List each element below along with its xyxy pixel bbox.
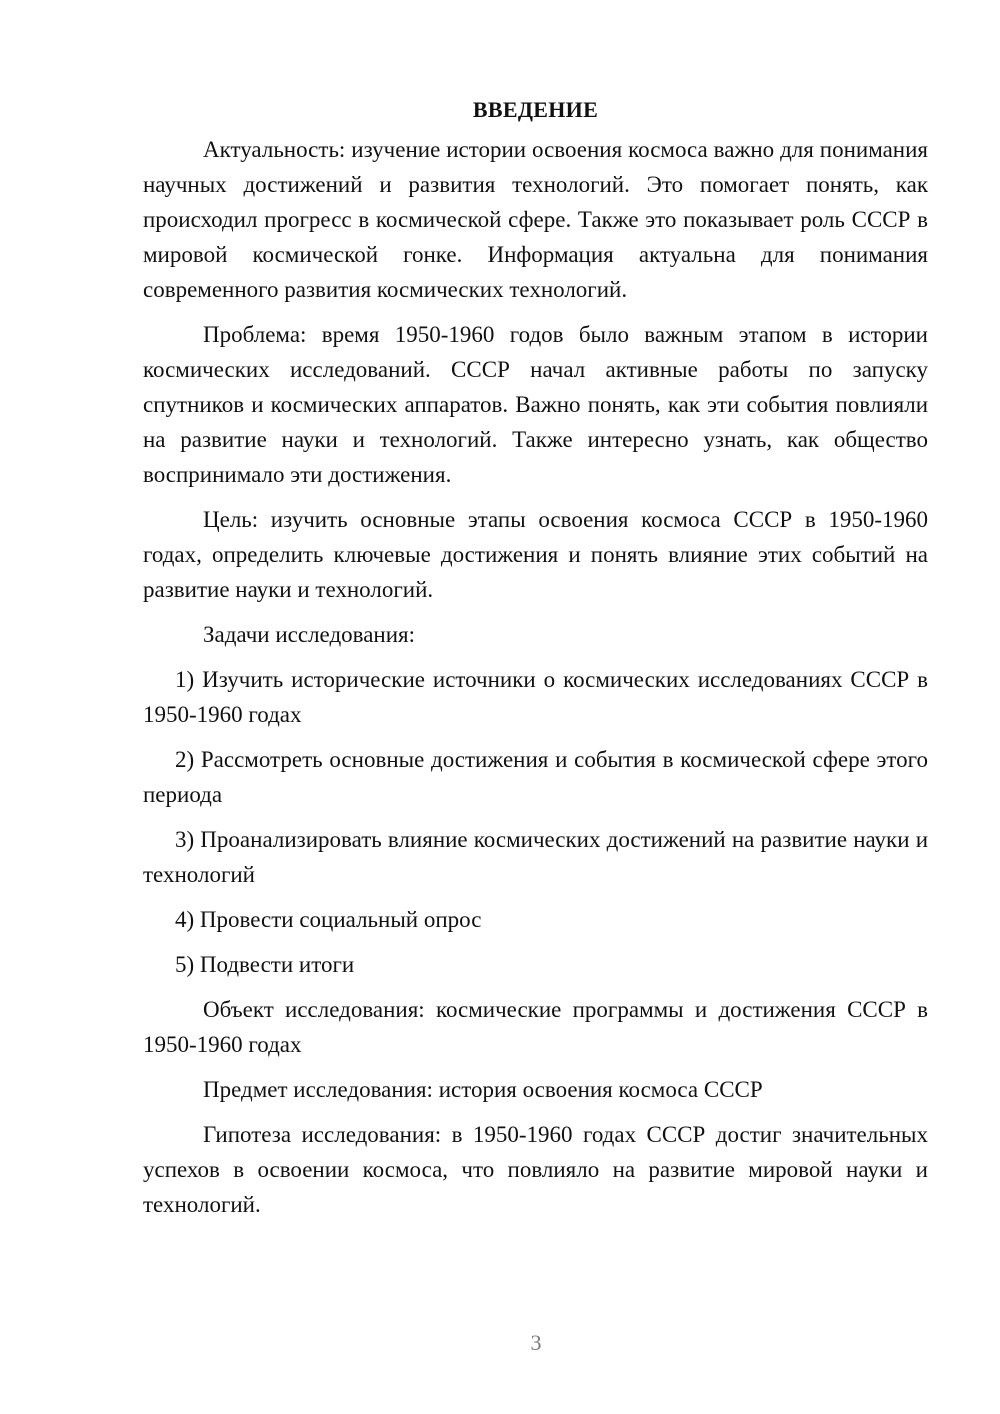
tasks-heading: Задачи исследования: [203,622,416,647]
problem-paragraph: Проблема: время 1950-1960 годов было важным этапом в истории космических исследований. СССР начал активные работы по запуску спутников и космических аппаратов. Важно понять, как эти события повлияли на развитие науки и технологий. Также интересно узнать, как общество воспринимало эти достижения. [143,322,928,487]
section-title: ВВЕДЕНИЕ [472,97,599,122]
task-item: 1) Изучить исторические источники о космических исследованиях СССР в 1950-1960 годах [143,667,928,727]
goal-paragraph: Цель: изучить основные этапы освоения космоса СССР в 1950-1960 годах, определить ключевые достижения и понять влияние этих событий на развитие науки и технологий. [143,507,928,602]
page-number: 3 [530,1330,542,1355]
relevance-paragraph: Актуальность: изучение истории освоения космоса важно для понимания научных достижений и развития технологий. Это помогает понять, как происходил прогресс в космической сфере. Также это показывает роль СССР в мировой космической гонке. Информация актуальна для понимания современного развития космических технологий. [143,137,928,302]
object-paragraph: Объект исследования: космические программы и достижения СССР в 1950-1960 годах [143,997,928,1057]
task-item: 5) Подвести итоги [175,952,355,977]
document-page [143,92,928,1232]
task-item: 2) Рассмотреть основные достижения и события в космической сфере этого периода [143,747,928,807]
task-item: 4) Провести социальный опрос [175,907,482,932]
subject-paragraph: Предмет исследования: история освоения космоса СССР [203,1077,763,1102]
hypothesis-paragraph: Гипотеза исследования: в 1950-1960 годах СССР достиг значительных успехов в освоении космоса, что повлияло на развитие мировой науки и технологий. [143,1122,928,1217]
task-item: 3) Проанализировать влияние космических достижений на развитие науки и технологий [143,827,928,887]
